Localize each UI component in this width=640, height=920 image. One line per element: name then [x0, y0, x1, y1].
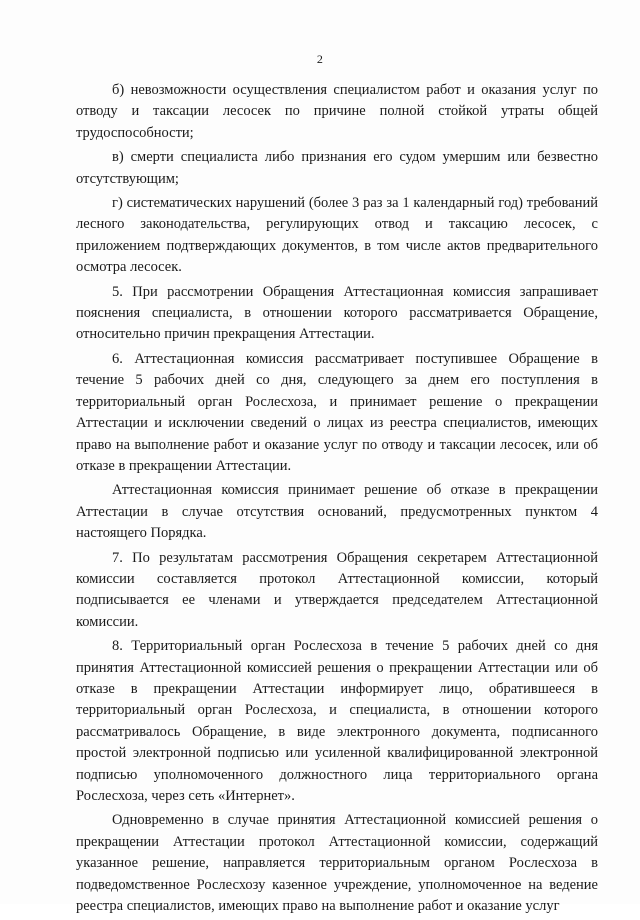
paragraph-item-g: г) систематических нарушений (более 3 раз за 1 календарный год) требований лесного законодательства, регулирующих отвод и таксацию лесосек, с приложением подтверждающих документов, в том числе актов предварительного осмотра лесосек.	[76, 195, 598, 276]
document-body	[76, 80, 598, 920]
paragraph-refusal-conditions: Аттестационная комиссия принимает решение об отказе в прекращении Аттестации в случае отсутствия оснований, предусмотренных пунктом 4 настоящего Порядка.	[76, 482, 598, 542]
paragraph-clause-8: 8. Территориальный орган Рослесхоза в течение 5 рабочих дней со дня принятия Аттестационной комиссией решения о прекращении Аттестации или об отказе в прекращении Аттестации информирует лицо, обратившееся в территориальный орган Рослесхоза, и специалиста, в отношении которого рассматривалось Обращение, в виде электронного документа, подписанного простой электронной подписью или усиленной квалифицированной электронной подписью уполномоченного должностного лица территориального органа Рослесхоза, через сеть «Интернет».	[76, 638, 598, 804]
paragraph-clause-7: 7. По результатам рассмотрения Обращения секретарем Аттестационной комиссии составляется протокол Аттестационной комиссии, который подписывается ее членами и утверждается председателем Аттестационной комиссии.	[76, 549, 598, 630]
paragraph-clause-5: 5. При рассмотрении Обращения Аттестационная комиссия запрашивает пояснения специалиста, в отношении которого рассматривается Обращение, относительно причин прекращения Аттестации.	[76, 283, 598, 343]
page-number: 2	[316, 52, 324, 66]
paragraph-simultaneously: Одновременно в случае принятия Аттестационной комиссией решения о прекращении Аттестации протокол Аттестационной комиссии, содержащий указанное решение, направляется территориальным органом Рослесхоза в подведомственное Рослесхозу казенное учреждение, уполномоченное на ведение реестра специалистов, имеющих право на выполнение работ и оказание услуг	[76, 812, 598, 915]
paragraph-clause-6: 6. Аттестационная комиссия рассматривает поступившее Обращение в течение 5 рабочих дней со дня, следующего за днем его поступления в территориальный орган Рослесхоза, и принимает решение о прекращении Аттестации и исключении сведений о лицах из реестра специалистов, имеющих право на выполнение работ и оказание услуг по отводу и таксации лесосек, или об отказе в прекращении Аттестации.	[76, 350, 598, 474]
paragraph-item-v: в) смерти специалиста либо признания его судом умершим или безвестно отсутствующим;	[76, 149, 598, 187]
paragraph-item-b: б) невозможности осуществления специалистом работ и оказания услуг по отводу и таксации лесосек по причине полной стойкой утраты общей трудоспособности;	[76, 82, 598, 141]
